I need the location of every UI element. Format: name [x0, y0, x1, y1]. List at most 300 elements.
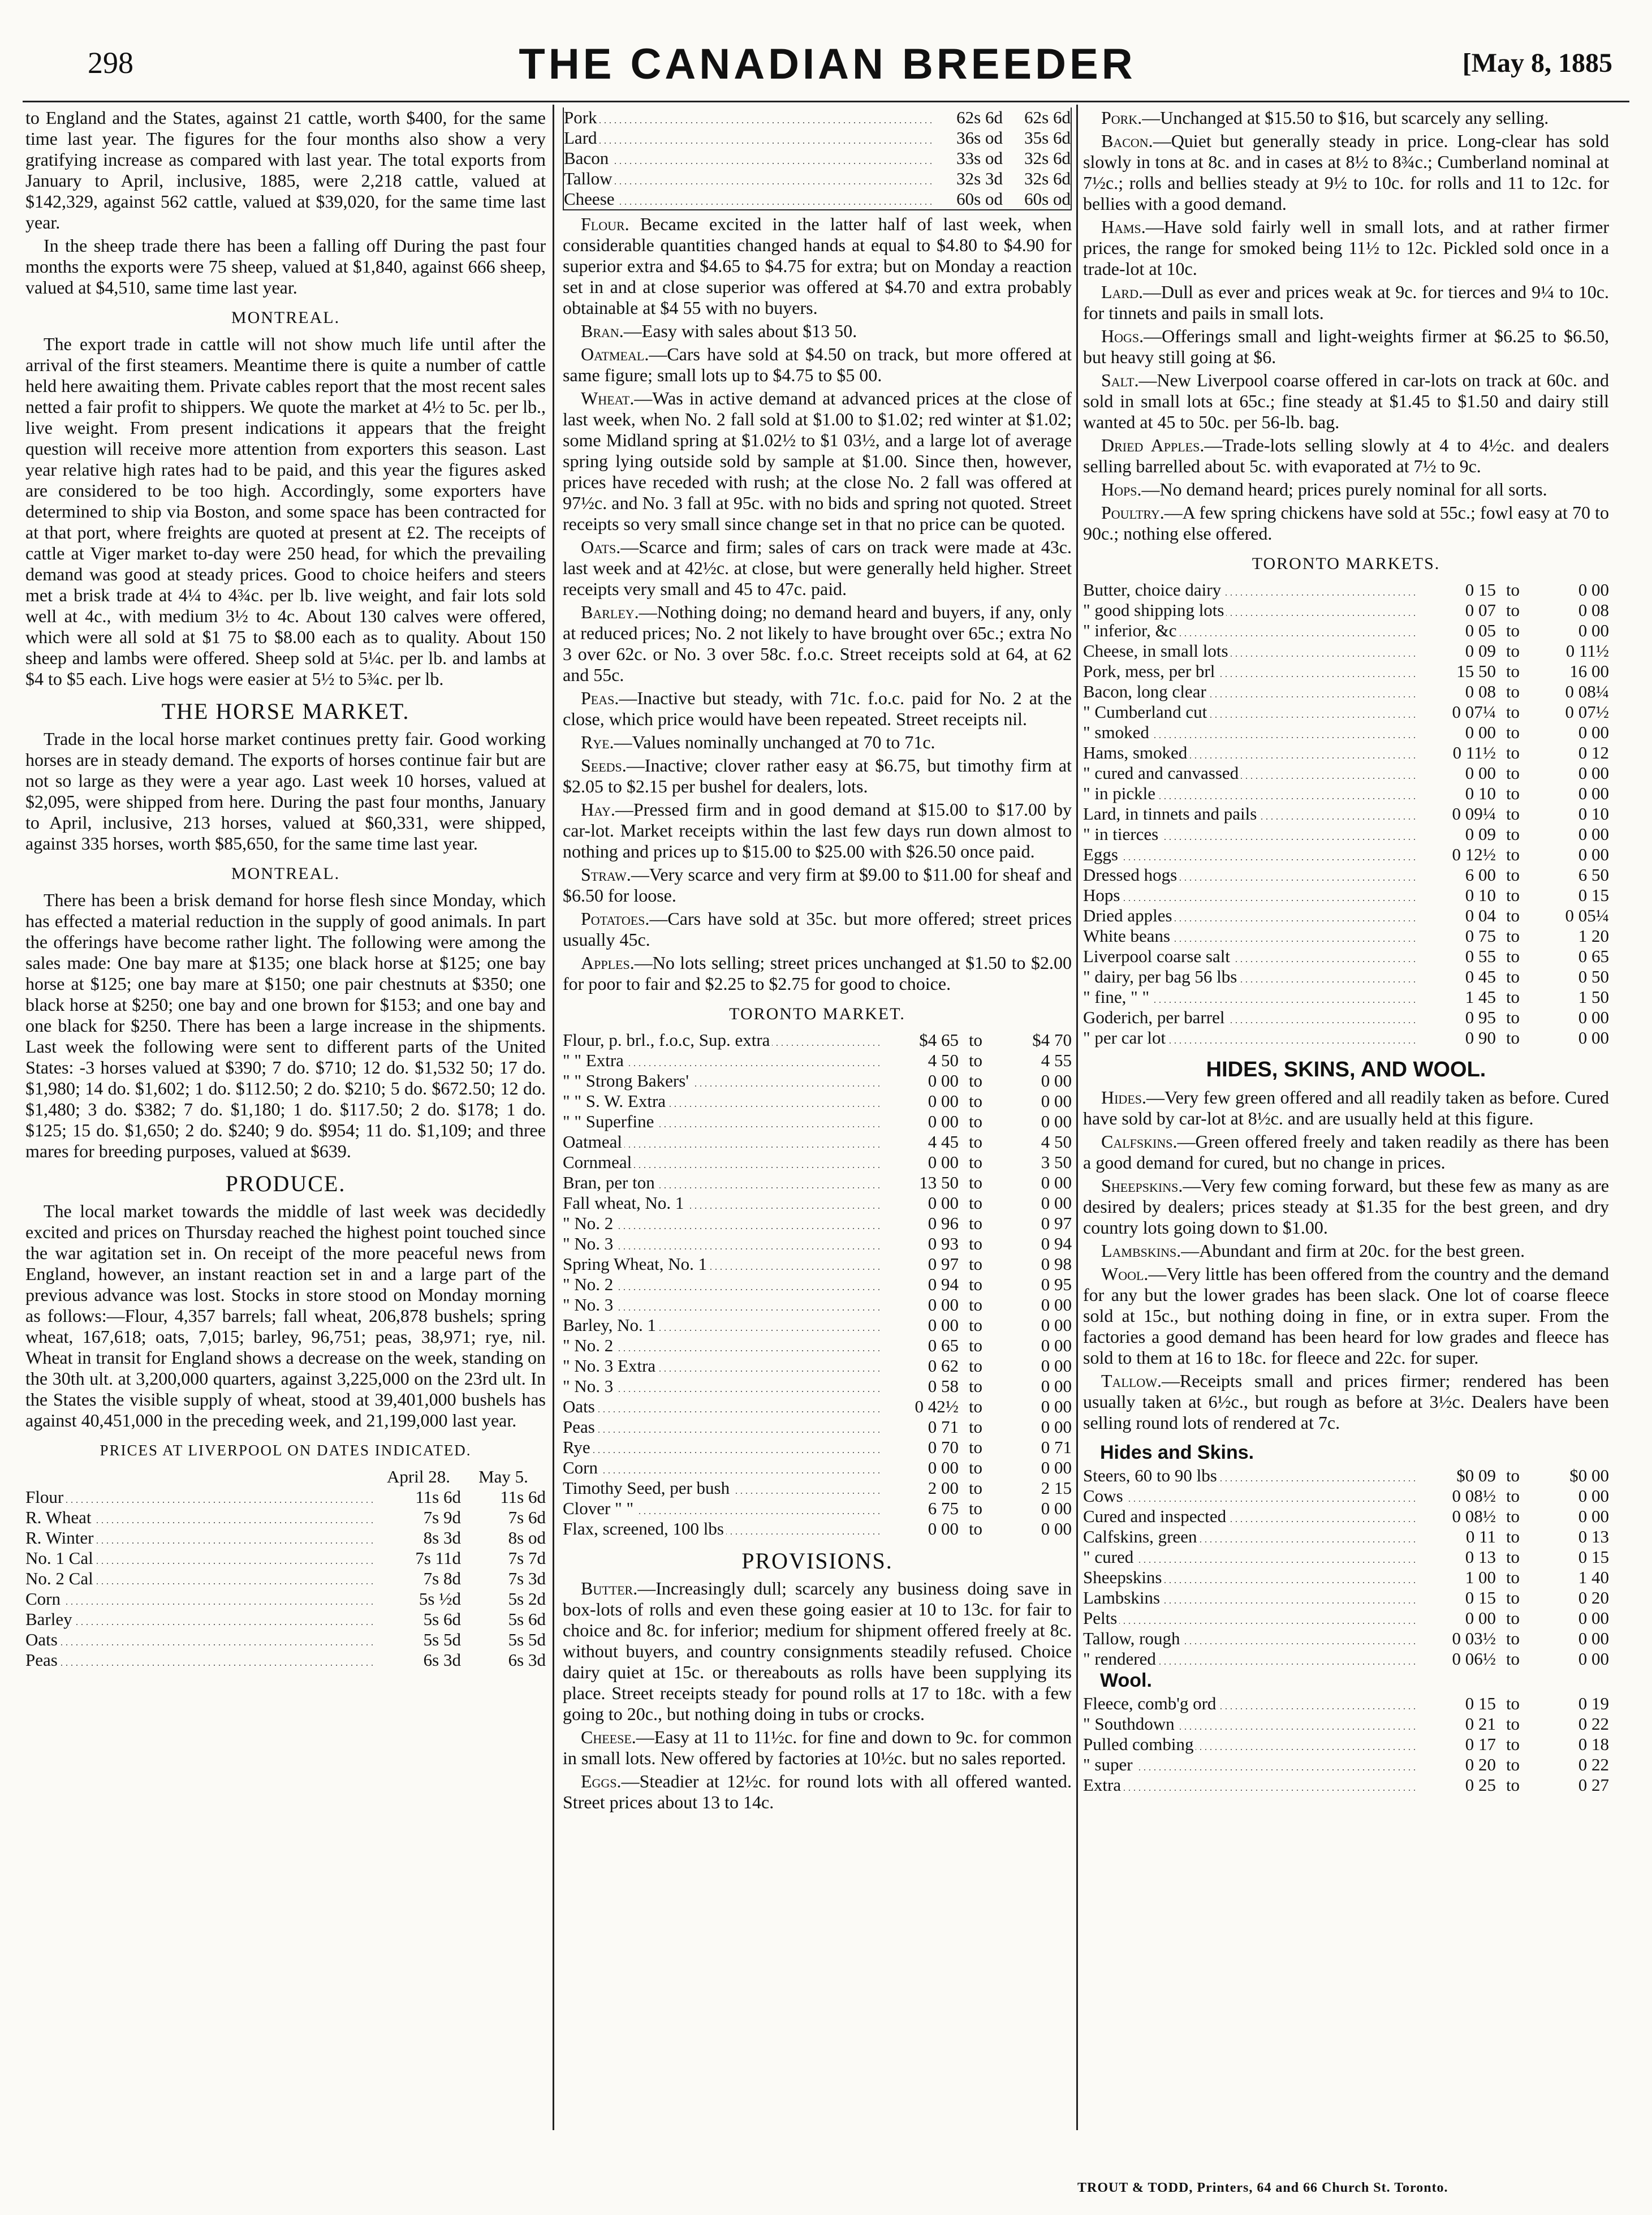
toronto-market-row [563, 1213, 1072, 1234]
toronto-market-row [563, 1356, 1072, 1376]
toronto-markets-value-b: 0 12 [1578, 743, 1609, 762]
toronto-markets-item-cell [1083, 641, 1417, 661]
produce-item-paragraph [563, 864, 1072, 906]
toronto-markets-item: Eggs [1083, 844, 1120, 864]
toronto-markets-value-b: 0 00 [1578, 824, 1609, 844]
hides-item-lead: Wool. [1101, 1264, 1149, 1284]
toronto-market-value-b: 0 00 [1041, 1376, 1072, 1396]
hides-item-paragraph [1083, 1264, 1609, 1368]
toronto-market-item: " No. 2 [563, 1335, 615, 1355]
provision-cont-paragraph [1083, 131, 1609, 214]
toronto-market-item: Cornmeal [563, 1152, 634, 1172]
toronto-market-to: to [968, 1295, 983, 1315]
toronto-market-value-b: 0 00 [1041, 1458, 1072, 1477]
wool-item-cell [1083, 1755, 1417, 1775]
liverpool-heading: PRICES AT LIVERPOOL ON DATES INDICATED. [100, 1442, 472, 1459]
montreal2-heading: MONTREAL. [231, 864, 340, 883]
toronto-markets-value-a: 0 09 [1465, 824, 1496, 844]
hides-value-a: 0 11 [1465, 1527, 1496, 1546]
toronto-markets-to: to [1506, 600, 1520, 620]
provision-cont-text: —No demand heard; prices purely nominal for all sorts. [1141, 479, 1547, 499]
liverpool-row [25, 1507, 546, 1528]
produce-item-text: —Scarce and firm; sales of cars on track were made at 43c. last week and at 42½c. at close, but were generally held higher. Street receipts very small and 45 to 47c. paid. [563, 537, 1072, 599]
liverpool-item-cell [25, 1528, 376, 1548]
wool-to: to [1506, 1755, 1520, 1774]
liverpool-value-a: 11s 6d [415, 1487, 461, 1507]
liverpool-col-a: April 28. [387, 1467, 450, 1486]
liverpool-row [25, 1589, 546, 1609]
hides-value-b: 0 13 [1578, 1527, 1609, 1546]
toronto-market-item-cell [563, 1274, 879, 1295]
toronto-market-row [563, 1173, 1072, 1193]
toronto-market-to: to [968, 1356, 983, 1376]
hides-item: Cured and inspected [1083, 1506, 1228, 1526]
hides-item-text: —Abundant and firm at 20c. for the best green. [1181, 1240, 1525, 1261]
toronto-market-value-b: 0 00 [1041, 1519, 1072, 1539]
toronto-markets-item-cell [1083, 946, 1417, 967]
toronto-market-value-b: 0 97 [1041, 1213, 1072, 1233]
toronto-market-to: to [968, 1132, 983, 1152]
hides-value-b: 1 40 [1578, 1567, 1609, 1587]
toronto-market-value-a: 0 62 [928, 1356, 959, 1376]
toronto-markets-value-a: 15 50 [1456, 661, 1496, 681]
liverpool-row [25, 1528, 546, 1548]
toronto-market-item-cell [563, 1458, 879, 1478]
toronto-market-value-b: 0 00 [1041, 1315, 1072, 1335]
toronto-market-to: to [968, 1498, 983, 1518]
produce-item-lead: Oats. [581, 537, 621, 557]
toronto-markets-row [1083, 763, 1609, 783]
toronto-markets-value-a: 0 95 [1465, 1007, 1496, 1027]
wool-value-a: 0 17 [1465, 1734, 1496, 1754]
toronto-market-to: to [968, 1417, 983, 1437]
liverpool-cont-row [563, 169, 1071, 189]
toronto-market-to: to [968, 1376, 983, 1396]
toronto-market-value-b: 0 00 [1041, 1397, 1072, 1416]
provision-cont-lead: Salt. [1101, 370, 1139, 390]
toronto-markets-row [1083, 580, 1609, 600]
provision-cont-lead: Hams. [1101, 217, 1146, 237]
toronto-markets-item-cell [1083, 865, 1417, 885]
toronto-markets-item: " good shipping lots [1083, 600, 1226, 620]
toronto-markets-value-a: 0 07 [1465, 600, 1496, 620]
hides-skins-subheading: Hides and Skins. [1100, 1442, 1254, 1463]
toronto-market-row [563, 1071, 1072, 1091]
toronto-markets-value-b: 6 50 [1578, 865, 1609, 885]
liverpool-cont-value-b: 62s 6d [1024, 107, 1071, 127]
toronto-market-value-b: 0 00 [1041, 1111, 1072, 1131]
hides-items [1083, 1087, 1609, 1433]
hides-row [1083, 1486, 1609, 1506]
toronto-market-item: " No. 3 Extra [563, 1356, 658, 1376]
produce-item-text: —Pressed firm and in good demand at $15.00 to $17.00 by car-lot. Market receipts within the last few days run down almost to nothing and prices up to $15.00 to $25.00 with $26.50 once paid. [563, 799, 1072, 861]
hides-to: to [1506, 1506, 1520, 1526]
provision-cont-lead: Dried Apples. [1101, 435, 1205, 455]
toronto-markets-item-cell [1083, 661, 1417, 682]
produce-item-text: —Very scarce and very firm at $9.00 to $11.00 for sheaf and $6.50 for loose. [563, 864, 1072, 906]
produce-item-paragraph [563, 953, 1072, 994]
toronto-market-row [563, 1478, 1072, 1498]
hides-to: to [1506, 1567, 1520, 1587]
toronto-market-item-cell [563, 1437, 879, 1458]
toronto-market-item: " " Extra [563, 1050, 626, 1070]
toronto-market-row [563, 1397, 1072, 1417]
toronto-market-item-cell [563, 1132, 879, 1152]
provision-cont-paragraph [1083, 370, 1609, 433]
hides-value-a: 0 00 [1465, 1608, 1496, 1628]
hides-item-text: —Receipts small and prices firmer; rendered has been usually taken at 6½c., but rough as before at 3½c. Dealers have been selling round lots of rendered at 7c. [1083, 1371, 1609, 1433]
produce-item-text: —Easy with sales about $13 50. [623, 321, 857, 341]
toronto-markets-value-a: 0 07¼ [1452, 702, 1496, 722]
toronto-market-value-a: 0 58 [928, 1376, 959, 1396]
toronto-market-value-a: 0 00 [928, 1519, 959, 1539]
wool-value-a: 0 20 [1465, 1755, 1496, 1774]
wool-value-a: 0 25 [1465, 1775, 1496, 1795]
toronto-markets-row [1083, 967, 1609, 987]
toronto-market-to: to [968, 1437, 983, 1457]
toronto-market-value-a: 0 00 [928, 1152, 959, 1172]
produce-item-lead: Bran. [581, 321, 624, 341]
provision-cont-text: —Unchanged at $15.50 to $16, but scarcely any selling. [1142, 107, 1549, 128]
toronto-markets-value-b: 0 08 [1578, 600, 1609, 620]
produce-item-paragraph [563, 602, 1072, 686]
provision-cont-paragraph [1083, 217, 1609, 279]
toronto-markets-to: to [1506, 885, 1520, 905]
toronto-market-item: " " Superfine [563, 1111, 656, 1131]
toronto-markets-item-cell [1083, 844, 1417, 865]
toronto-markets-item-cell [1083, 885, 1417, 906]
toronto-market-value-b: 4 55 [1041, 1050, 1072, 1070]
toronto-market-value-b: 0 00 [1041, 1295, 1072, 1315]
toronto-market-value-a: 0 00 [928, 1458, 959, 1477]
toronto-markets-value-b: 0 05¼ [1565, 906, 1609, 925]
toronto-markets-value-b: 0 00 [1578, 1028, 1609, 1048]
hides-item-paragraph [1083, 1087, 1609, 1129]
toronto-markets-to: to [1506, 865, 1520, 885]
hides-row [1083, 1547, 1609, 1567]
toronto-market-value-b: 0 00 [1041, 1091, 1072, 1111]
liverpool-cont-value-b: 32s 6d [1024, 148, 1071, 168]
toronto-markets-row [1083, 804, 1609, 824]
toronto-markets-to: to [1506, 1007, 1520, 1027]
toronto-markets-to: to [1506, 987, 1520, 1007]
liverpool-value-a: 5s ½d [419, 1589, 461, 1609]
liverpool-value-b: 5s 6d [508, 1609, 546, 1629]
hides-item-text: —Very little has been offered from the country and the demand for any but the lower grades has been slack. One lot of coarse fleece sold at 15c., but nothing doing in fine, or in extra super. From the factories a good demand has been heard for low grades and fleece has sold to them at 16 to 18c. for fleece and 22c. for super. [1083, 1264, 1609, 1368]
provision-text: —Increasingly dull; scarcely any business doing save in box-lots of rolls and even these going easier at 10 to 13c. for fair to choice and 8c. for inferior; medium for shipment offered freely at 8c. without buyers, and country consignments steadily refused. Choice dairy quiet at 15c. or thereabouts as rolls have been supplying its place. Street receipts steady for pound rolls at 17 to 18c. with a few going to 20c., but nothing doing in tubs or crocks. [563, 1578, 1072, 1724]
hides-item: Tallow, rough [1083, 1628, 1182, 1648]
wool-to: to [1506, 1734, 1520, 1754]
toronto-market-item: Clover " " [563, 1498, 636, 1518]
toronto-markets-item-cell [1083, 722, 1417, 743]
hides-to: to [1506, 1466, 1520, 1485]
toronto-market-row [563, 1417, 1072, 1437]
hides-item-text: —Green offered freely and taken readily as there has been a good demand for cured, but no change in prices. [1083, 1131, 1609, 1173]
wool-item-cell [1083, 1714, 1417, 1734]
toronto-market-value-a: 0 96 [928, 1213, 959, 1233]
provision-cont-lead: Hogs. [1101, 326, 1144, 346]
produce-items [563, 214, 1072, 994]
liverpool-value-b: 5s 5d [508, 1630, 546, 1649]
toronto-market-item: " No. 3 [563, 1234, 615, 1253]
page-header [42, 34, 1612, 96]
provision-lead: Cheese. [581, 1727, 636, 1747]
provision-cont-lead: Bacon. [1101, 131, 1153, 151]
wool-item: Fleece, comb'g ord [1083, 1693, 1218, 1713]
liverpool-item: Corn [25, 1589, 63, 1609]
toronto-market-value-b: 3 50 [1041, 1152, 1072, 1172]
toronto-markets-row [1083, 987, 1609, 1007]
toronto-market-value-a: 0 71 [928, 1417, 959, 1437]
toronto-market-item: Flour, p. brl., f.o.c, Sup. extra [563, 1030, 772, 1050]
toronto-markets-item: Cheese, in small lots [1083, 641, 1231, 661]
hides-row [1083, 1506, 1609, 1527]
toronto-markets-item-cell [1083, 743, 1417, 763]
horse-market-heading: THE HORSE MARKET. [161, 699, 410, 724]
horse-market-paragraph: Trade in the local horse market continues pretty fair. Good working horses are in steady demand. The exports of horses continue fair but are not so large as they were a year ago. Last week 10 horses, valued at $2,095, were shipped from here. During the past four months, January to April, inclusive, 213 horses, valued at $60,331, were shipped, against 335 horses, worth $85,650, for the same time last year. [25, 729, 546, 854]
hides-to: to [1506, 1628, 1520, 1648]
toronto-markets-to: to [1506, 661, 1520, 681]
toronto-market-value-a: 0 42½ [915, 1397, 959, 1416]
liverpool-cont-value-a: 62s 6d [956, 107, 1003, 127]
toronto-market-value-a: 6 75 [928, 1498, 959, 1518]
toronto-market-item-cell [563, 1417, 879, 1437]
toronto-markets-value-b: 0 00 [1578, 844, 1609, 864]
hides-to: to [1506, 1527, 1520, 1546]
liverpool-item: Barley [25, 1609, 75, 1629]
toronto-markets-row [1083, 926, 1609, 946]
produce-item-paragraph [563, 755, 1072, 797]
toronto-markets-value-a: 0 09¼ [1452, 804, 1496, 824]
hides-to: to [1506, 1547, 1520, 1567]
toronto-markets-row [1083, 1007, 1609, 1028]
toronto-markets-item: Goderich, per barrel [1083, 1007, 1227, 1027]
hides-item-lead: Sheepskins. [1101, 1175, 1183, 1196]
toronto-markets-item: Hops [1083, 885, 1122, 905]
toronto-market-value-b: 0 00 [1041, 1193, 1072, 1213]
hides-item: Steers, 60 to 90 lbs [1083, 1466, 1219, 1485]
toronto-market-item-cell [563, 1152, 879, 1173]
toronto-market-value-b: 0 00 [1041, 1356, 1072, 1376]
toronto-markets-item: Bacon, long clear [1083, 682, 1209, 701]
liverpool-item: R. Winter [25, 1528, 96, 1548]
issue-date: [May 8, 1885 [1462, 48, 1612, 78]
hides-row [1083, 1527, 1609, 1547]
produce-item-text: —Cars have sold at $4.50 on track, but more offered at same figure; small lots up to $4.75 to $5 00. [563, 344, 1072, 385]
liverpool-cont-item: Pork [564, 107, 599, 127]
toronto-market-row [563, 1458, 1072, 1478]
toronto-market-item-cell [563, 1071, 879, 1091]
toronto-markets-item-cell [1083, 763, 1417, 783]
hides-item-cell [1083, 1588, 1417, 1608]
toronto-market-item: Oatmeal [563, 1132, 624, 1152]
toronto-market-row [563, 1132, 1072, 1152]
toronto-markets-row [1083, 844, 1609, 865]
intro-paragraph: to England and the States, against 21 cattle, worth $400, for the same time last year. The figures for the four months also show a very gratifying increase as compared with last year. The total exports from January to April, inclusive, 1885, were 2,218 cattle, valued at $142,329, against 562 cattle, valued at $39,020, for the same time last year. [25, 107, 546, 232]
liverpool-cont-row [563, 128, 1071, 148]
toronto-markets-value-a: 0 05 [1465, 620, 1496, 640]
toronto-market-value-b: 0 00 [1041, 1417, 1072, 1437]
toronto-markets-value-a: 0 00 [1465, 763, 1496, 783]
toronto-market-item: Rye [563, 1437, 593, 1457]
toronto-market-value-b: 2 15 [1041, 1478, 1072, 1498]
liverpool-cont-item: Cheese [564, 189, 617, 209]
produce-item-lead: Peas. [581, 688, 619, 708]
toronto-market-row [563, 1274, 1072, 1295]
liverpool-value-b: 7s 7d [508, 1548, 546, 1568]
wool-item: Extra [1083, 1775, 1123, 1795]
toronto-markets-value-b: 0 00 [1578, 580, 1609, 600]
toronto-markets-to: to [1506, 682, 1520, 701]
liverpool-cont-item-cell [563, 189, 935, 210]
intro-paragraph: In the sheep trade there has been a falling off During the past four months the exports were 75 sheep, valued at $1,840, against 666 sheep, valued at $4,510, same time last year. [25, 235, 546, 298]
hides-item: Cows [1083, 1486, 1125, 1506]
hides-item-cell [1083, 1547, 1417, 1567]
toronto-market-row [563, 1234, 1072, 1254]
produce-item-paragraph [563, 321, 1072, 342]
produce-item-paragraph [563, 908, 1072, 950]
toronto-market-value-a: 2 00 [928, 1478, 959, 1498]
masthead: THE CANADIAN BREEDER [519, 40, 1136, 88]
toronto-markets-item: " fine, " " [1083, 987, 1151, 1007]
wool-value-b: 0 27 [1578, 1775, 1609, 1795]
toronto-market-item: Flax, screened, 100 lbs [563, 1519, 726, 1539]
toronto-market-row [563, 1335, 1072, 1356]
produce-item-lead: Oatmeal. [581, 344, 649, 364]
toronto-markets-value-a: 1 45 [1465, 987, 1496, 1007]
toronto-markets-heading: TORONTO MARKETS. [1252, 554, 1440, 573]
produce-heading: PRODUCE. [225, 1171, 346, 1196]
toronto-market-item-cell [563, 1376, 879, 1397]
toronto-market-to: to [968, 1050, 983, 1070]
montreal-article [25, 334, 546, 690]
toronto-market-to: to [968, 1274, 983, 1294]
toronto-market-to: to [968, 1397, 983, 1416]
toronto-markets-to: to [1506, 763, 1520, 783]
liverpool-cont-item-cell [563, 169, 935, 189]
liverpool-row [25, 1650, 546, 1670]
hides-value-a: 0 03½ [1452, 1628, 1496, 1648]
toronto-markets-value-a: 0 90 [1465, 1028, 1496, 1048]
hides-value-a: 0 06½ [1452, 1649, 1496, 1669]
toronto-market-item: " " Strong Bakers' [563, 1071, 691, 1091]
hides-item-text: —Very few green offered and all readily taken as before. Cured have sold by car-lot at 8½c. and are usually held at this figure. [1083, 1087, 1609, 1128]
liverpool-table [25, 1467, 546, 1670]
liverpool-value-b: 7s 3d [508, 1568, 546, 1588]
toronto-market-item: Timothy Seed, per bush [563, 1478, 732, 1498]
toronto-market-value-a: 0 00 [928, 1071, 959, 1091]
toronto-markets-to: to [1506, 783, 1520, 803]
toronto-markets-item-cell [1083, 580, 1417, 600]
hides-item: Lambskins [1083, 1588, 1162, 1608]
wool-to: to [1506, 1775, 1520, 1795]
toronto-markets-value-a: 0 45 [1465, 967, 1496, 986]
toronto-market-item-cell [563, 1295, 879, 1315]
toronto-market-item-cell [563, 1335, 879, 1356]
produce-item-text: —Inactive; clover rather easy at $6.75, but timothy firm at $2.05 to $2.15 per bushel for dealers, lots. [563, 755, 1072, 796]
provision-paragraph [563, 1771, 1072, 1813]
wool-table [1083, 1693, 1609, 1795]
toronto-market-item-cell [563, 1193, 879, 1213]
toronto-market-item: Fall wheat, No. 1 [563, 1193, 686, 1213]
toronto-market-value-b: 0 00 [1041, 1498, 1072, 1518]
hides-row [1083, 1608, 1609, 1628]
liverpool-item-cell [25, 1609, 376, 1630]
toronto-markets-row [1083, 661, 1609, 682]
liverpool-cont-item-cell [563, 128, 935, 148]
toronto-market-heading: TORONTO MARKET. [729, 1005, 905, 1023]
provision-cont-paragraph [1083, 282, 1609, 324]
toronto-markets-value-a: 0 09 [1465, 641, 1496, 661]
toronto-markets-value-b: 0 15 [1578, 885, 1609, 905]
toronto-markets-value-b: 0 00 [1578, 763, 1609, 783]
provisions-heading: PROVISIONS. [741, 1548, 893, 1574]
toronto-market-to: to [968, 1152, 983, 1172]
produce-item-lead: Rye. [581, 732, 614, 752]
toronto-markets-value-b: 0 00 [1578, 783, 1609, 803]
hides-item-paragraph [1083, 1131, 1609, 1173]
toronto-markets-value-b: 1 50 [1578, 987, 1609, 1007]
column-rule-2 [1076, 105, 1078, 2130]
toronto-market-item-cell [563, 1050, 879, 1071]
toronto-markets-value-b: 0 65 [1578, 946, 1609, 966]
toronto-market-value-a: 0 70 [928, 1437, 959, 1457]
toronto-markets-row [1083, 743, 1609, 763]
toronto-market-to: to [968, 1315, 983, 1335]
toronto-market-table [563, 1030, 1072, 1539]
wool-row [1083, 1693, 1609, 1714]
toronto-markets-to: to [1506, 967, 1520, 986]
provision-cont-text: —New Liverpool coarse offered in car-lots on track at 60c. and sold in small lots at 65c.; fine steady at $1.45 to $1.50 and dairy still wanted at 45 to 50c. per 56-lb. bag. [1083, 370, 1609, 432]
toronto-market-value-a: 4 50 [928, 1050, 959, 1070]
toronto-markets-value-b: 0 00 [1578, 722, 1609, 742]
hides-item-paragraph [1083, 1371, 1609, 1433]
toronto-markets-to: to [1506, 906, 1520, 925]
toronto-market-to: to [968, 1193, 983, 1213]
produce-item-paragraph [563, 344, 1072, 386]
toronto-market-value-a: 0 00 [928, 1295, 959, 1315]
toronto-markets-value-a: 6 00 [1465, 865, 1496, 885]
toronto-markets-value-b: 0 00 [1578, 1007, 1609, 1027]
toronto-market-to: to [968, 1335, 983, 1355]
produce-item-lead: Potatoes. [581, 908, 650, 929]
toronto-market-item-cell [563, 1397, 879, 1417]
wool-item-cell [1083, 1775, 1417, 1795]
toronto-market-value-a: 0 94 [928, 1274, 959, 1294]
hides-item-cell [1083, 1608, 1417, 1628]
toronto-markets-item-cell [1083, 987, 1417, 1007]
liverpool-table-continued [563, 107, 1072, 210]
provision-cont-text: —Have sold fairly well in small lots, and at rather firmer prices, the range for smoked being 11½ to 12c. Pickled sold once in a trade-lot at 10c. [1083, 217, 1609, 279]
toronto-markets-value-a: 0 75 [1465, 926, 1496, 946]
toronto-market-value-a: 0 00 [928, 1111, 959, 1131]
toronto-markets-row [1083, 824, 1609, 844]
toronto-market-value-b: 0 00 [1041, 1173, 1072, 1192]
wool-value-b: 0 18 [1578, 1734, 1609, 1754]
produce-item-paragraph [563, 688, 1072, 730]
toronto-markets-to: to [1506, 743, 1520, 762]
produce-item-paragraph [563, 388, 1072, 535]
toronto-market-item-cell [563, 1254, 879, 1274]
toronto-market-value-a: 0 65 [928, 1335, 959, 1355]
toronto-market-row [563, 1295, 1072, 1315]
montreal2-article [25, 890, 546, 1162]
toronto-markets-value-b: 0 07½ [1565, 702, 1609, 722]
toronto-market-to: to [968, 1030, 983, 1050]
toronto-market-to: to [968, 1213, 983, 1233]
hides-item-cell [1083, 1506, 1417, 1527]
liverpool-item: No. 2 Cal [25, 1568, 96, 1588]
